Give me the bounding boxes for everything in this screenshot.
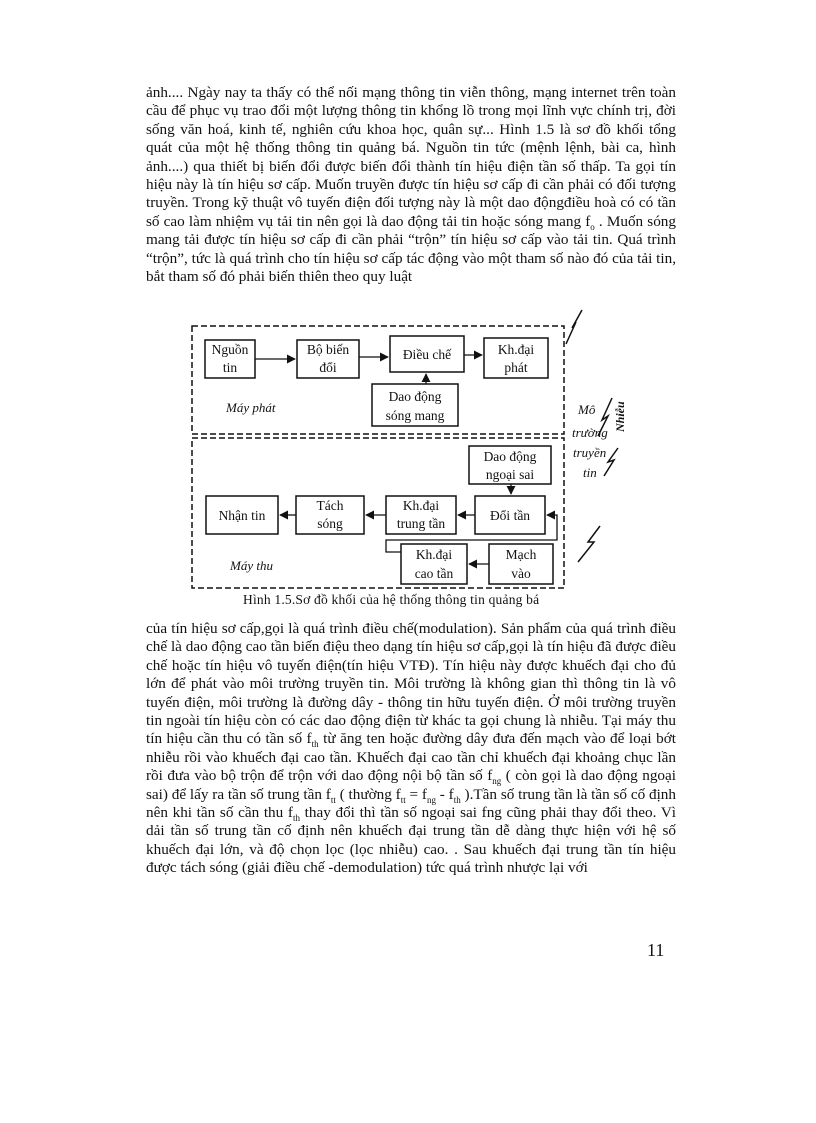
rf-amp-label-1: Kh.đại (415, 547, 453, 562)
tx-amp-label-2: phát (504, 360, 528, 375)
detector-label-2: sóng (317, 516, 343, 531)
modulator-label: Điều chế (402, 347, 452, 362)
paragraph-receiver: của tín hiệu sơ cấp,gọi là quá trình điều chế(modulation). Sản phẩm của quá trình điều chế là dao động cao tần biến điệu theo dạng tín hiệu sơ cấp,gọi là tín hiệu đã được điều chế hoặc tín hiệu vô tuyến điện(tín hiệu VTĐ). Tín hiệu này được khuếch đại cho đủ lớn để phát vào môi trường truyền tin. Môi trường là không gian thì thông tin là vô tuyến điện, môi trường là đường dây - thông tin hữu tuyến điện. Ở môi trường truyền tin ngoài tín hiệu còn có các dao động điện từ khác ta gọi chung là nhiễu. Tại máy thu tín hiệu cần thu có tần số $f_{th}$ từ ăng ten hoặc đường dây đưa đến mạch vào để loại bớt nhiễu rồi vào khuếch đại cao tần. Khuếch đại cao tần chỉ khuếch đại khoảng chục lần rồi đưa vào bộ trộn để trộn với dao động nội bộ tần số $f_{ng}$ ( còn gọi là dao động ngoại sai) để lấy ra tần số trung tần $f_{tt}$ ( thường $f_{tt} = f_{ng} - f_{th}$ ).Tần số trung tần là tần số cố định nên khi tần số cần thu $f_{th}$ thay đổi thì tần số ngoại sai fng cũng phải thay đổi theo. Vì dải tần số trung tần cố định nên khuếch đại trung tần dễ dàng thực hiện với hệ số khuếch đại lớn, và độ chọn lọc (lọc nhiễu) cao. . Sau khuếch đại trung tần tín hiệu được tách sóng (giải điều chế -demodulation) tức quá trình nhược lại với (146, 620, 677, 877)
noise-label: Nhiễu (613, 401, 627, 432)
converter-label-2: đổi (319, 360, 337, 375)
paragraph-intro: ảnh.... Ngày nay ta thấy có thể nối mạng thông tin viễn thông, mạng internet trên toàn cầu để phục vụ trao đổi một lượng thông tin khổng lồ trong mọi lĩnh vực chính trị, đời sống văn hoá, kinh tế, nghiên cứu khoa học, quân sự... Hình 1.5 là sơ đồ khối tổng quát của một hệ thống thông tin quảng bá. Nguồn tin tức (mệnh lệnh, bài ca, hình ảnh....) qua thiết bị biến đổi được biến đổi thành tín hiệu điện tần số thấp. Ta gọi tín hiệu này là tín hiệu sơ cấp. Muốn truyền được tín hiệu sơ cấp đi cần phải có đối tượng truyền. Trong kỹ thuật vô tuyến điện đối tượng này là một dao độngđiều hoà có có tần số cao làm nhiệm vụ tải tin nên gọi là dao động tải tin hoặc sóng mang $f_o$ . Muốn sóng mang tải được tín hiệu sơ cấp đi cần phải “trộn” tín hiệu sơ cấp vào tải tin. Quá trình “trộn”, tức là quá trình cho tín hiệu sơ cấp tác động vào một tham số nào đó của tải tin, bắt tham số đó phải biến thiên theo quy luật (146, 84, 676, 286)
local-osc-label-1: Dao động (483, 449, 537, 464)
if-amp-label-1: Kh.đại (402, 498, 440, 513)
source-label-1: Nguồn (211, 342, 249, 357)
transmitter-label: Máy phát (226, 400, 276, 415)
if-amp-label-2: trung tần (396, 516, 446, 531)
carrier-osc-label-2: sóng mang (385, 408, 445, 423)
source-label-2: tin (222, 360, 238, 375)
tx-amp-label-1: Kh.đại (497, 342, 535, 357)
figure-caption: Hình 1.5.Sơ đồ khối của hệ thống thông tin quảng bá (243, 592, 540, 607)
medium-label-1: Mô (578, 402, 596, 417)
input-circuit-label-2: vào (511, 566, 531, 581)
tx-antenna-bolt (566, 310, 582, 344)
converter-label-1: Bộ biến (306, 342, 350, 357)
rx-antenna-bolt (578, 526, 600, 562)
local-osc-label-2: ngoại sai (485, 467, 535, 482)
page-number: 11 (647, 940, 665, 960)
block-diagram (180, 306, 640, 610)
rf-amp-label-2: cao tần (414, 566, 454, 581)
sink-label: Nhận tin (218, 508, 266, 523)
carrier-osc-label-1: Dao động (388, 389, 442, 404)
mixer-label: Đổi tần (489, 508, 531, 523)
detector-label-1: Tách (316, 498, 344, 513)
input-circuit-label-1: Mạch (505, 547, 537, 562)
medium-label-3: truyền (573, 445, 607, 460)
medium-label-2: trường (572, 425, 608, 440)
receiver-label: Máy thu (230, 558, 273, 573)
medium-label-4: tin (583, 465, 597, 480)
